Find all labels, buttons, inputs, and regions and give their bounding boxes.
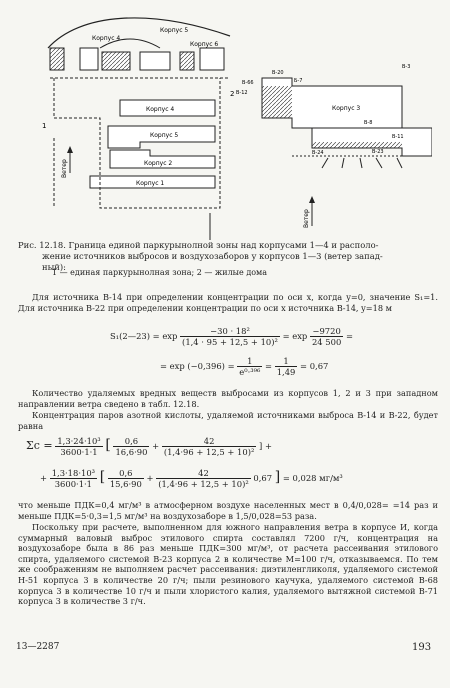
- label-b7: Б-7: [294, 78, 303, 84]
- label-corpus4-top: Корпус 4: [92, 35, 121, 42]
- formula2-a-num: 0,6: [113, 436, 149, 447]
- formula1-num1: −30 · 18²: [180, 326, 280, 337]
- label-b11: В-11: [392, 134, 404, 140]
- formula2-frac-d: [156, 468, 251, 489]
- figure-right: [232, 58, 432, 233]
- formula1-line2-lhs: = exp (−0,396) =: [160, 361, 235, 371]
- paragraph-1: Для источника В-14 при определении концентрации по оси x, когда y=0, значение S₁=1. Для источника В-22 при определении концентрации по оси x источника В-14, y=18 м: [18, 292, 438, 313]
- label-corpus5-top: Корпус 5: [160, 27, 189, 34]
- formula2-plus: +: [152, 441, 160, 451]
- formula2-b-num: 42: [162, 436, 257, 447]
- formula2-d-num: 42: [156, 468, 251, 479]
- figure-legend: 1 — единая паркурынолная зона; 2 — жилые дома: [52, 268, 268, 277]
- formula-1-line2: [160, 356, 328, 377]
- label-corpus6-top: Корпус 6: [190, 41, 219, 48]
- label-num2: 2: [230, 90, 235, 98]
- paragraph-5: Поскольку при расчете, выполненном для южного направления ветра в корпусе И, когда суммарный валовый выброс этилового спирта составлял 7200 г/ч, концентрация на воздухозаборе была в 86 раз меньше ПДК=300 мг/м³, от расчета рассеивания этилового спирта, удаляемого системой В-23 корпуса 2 в количестве М=100 г/ч, отказываемся. По тем же соображениям не выполняем расчет рассеивания: диэтиленгликоля, удаляемого системой Н-51 корпуса 3 в количестве 20 г/ч; пыли резинового каучука, удаляемого системой В-68 корпуса 3 в количестве 10 г/ч и пыли хлористого калия, удаляемого вытяжной системой В-71 корпуса 3 в количестве 3 г/ч.: [18, 522, 438, 607]
- label-b66: В-66: [242, 80, 254, 86]
- label-b23: В-23: [372, 149, 384, 155]
- formula1-den3: e⁰·³⁹⁶: [239, 367, 261, 377]
- label-b3: В-3: [402, 64, 411, 70]
- formula1-lhs: S₁(2—23) = exp: [110, 331, 178, 341]
- formula-1-line1: [110, 326, 353, 347]
- label-b8: В-8: [364, 120, 373, 126]
- caption-line-3: ный):: [42, 262, 66, 272]
- label-corpus5: Корпус 5: [150, 132, 179, 139]
- top-block-2: [80, 48, 98, 70]
- formula2-frac-a: [113, 436, 149, 457]
- paragraph-4: что меньше ПДК=0,4 мг/м³ в атмосферном воздухе населенных мест в 0,4/0,028= =14 раз и меньше ПДК=5·0,3=1,5 мг/м³ на воздухозаборе в 1,5/0,028=53 раза.: [18, 500, 438, 521]
- formula1-mid: = exp: [282, 331, 308, 341]
- formula2-coef-num: 1,3·24·10³: [57, 436, 101, 446]
- formula1-num2: −9720: [310, 326, 343, 337]
- emission-arrows: [322, 158, 402, 168]
- formula1-num3: 1: [237, 356, 262, 367]
- formula2-c-num: 0,6: [108, 468, 144, 479]
- label-corpus4: Корпус 4: [146, 106, 175, 113]
- formula2-coef-den: 3600·1·1: [60, 447, 98, 457]
- formula2-c-den: 15,6·90: [109, 479, 142, 489]
- top-block-6: [200, 48, 224, 70]
- caption-line-1: Рис. 12.18. Граница единой паркурынолной зоны над корпусами 1—4 и располо-: [18, 240, 379, 250]
- label-wind-right: Ветер: [303, 209, 310, 228]
- label-b12: В-12: [236, 90, 248, 96]
- formula2-coef2: [50, 468, 97, 489]
- formula2-coef1: [55, 436, 102, 457]
- formula2-result: = 0,028 мг/м³: [282, 473, 343, 483]
- formula1-den2: 24 500: [311, 337, 342, 347]
- formula1-den4: 1,49: [276, 367, 296, 377]
- formula1-eq: =: [345, 331, 353, 341]
- top-block-4: [140, 52, 170, 70]
- signature-mark: 13—2287: [16, 642, 60, 652]
- label-num1: 1: [42, 122, 47, 130]
- formula-2-line2: + $\frac{\text{1,3·18·10³}}{3600\cdot 1\cdot 1}$ [ $\frac{0,6}{15,6\cdot 90}$ + $\frac{42}{\text{(1,4·96 + 12,5 + 10)²}}$ 0,67 ] = 0,028 мг/м³: [40, 468, 343, 489]
- formula1-eq3: =: [265, 361, 273, 371]
- formula2-b-den: (1,4·96 + 12,5 + 10)²: [163, 447, 255, 457]
- formula1-result: = 0,67: [300, 361, 329, 371]
- label-corpus1: Корпус 1: [136, 180, 165, 187]
- formula2-a-den: 16,6·90: [115, 447, 148, 457]
- paragraph-3: Концентрация паров азотной кислоты, удаляемой источниками выброса В-14 и В-22, будет равна: [18, 410, 438, 431]
- label-wind-left: Ветер: [61, 159, 68, 178]
- formula1-frac3: [237, 356, 262, 377]
- figure-left: [40, 8, 240, 243]
- caption-line-2: жение источников выбросов и воздухозаборов у корпусов 1—3 (ветер запад-: [42, 251, 383, 261]
- page-number: 193: [412, 642, 432, 653]
- formula2-d-den: (1,4·96 + 12,5 + 10)²: [158, 479, 249, 489]
- paragraph-2: Количество удаляемых вредных веществ выбросами из корпусов 1, 2 и 3 при западном направлении ветра сведено в табл. 12.18.: [18, 388, 438, 409]
- formula1-frac2: [310, 326, 343, 347]
- formula2-tail: ] +: [259, 441, 272, 451]
- formula2-sum: Σc =: [26, 439, 53, 452]
- formula1-num4: 1: [275, 356, 298, 367]
- formula2-frac-c: [108, 468, 144, 489]
- formula1-frac1: [180, 326, 280, 347]
- label-b20: В-20: [272, 70, 284, 76]
- formula2-frac-b: [162, 436, 257, 457]
- formula2-mult: 0,67: [253, 473, 273, 483]
- label-corpus3: Корпус 3: [332, 105, 361, 112]
- formula-2-line1: Σc = $\frac{\text{1,3·24·10³}}{3600\cdot 1\cdot 1}$ [ $\frac{0,6}{16,6\cdot 90}$ + $\frac{42}{\text{(1,4·96 + 12,5 + 10)²}}$ ] +: [26, 436, 272, 457]
- formula1-den1: (1,4 · 95 + 12,5 + 10)²: [182, 337, 278, 347]
- label-b24: В-24: [312, 150, 324, 156]
- label-corpus2: Корпус 2: [144, 160, 173, 167]
- formula2-coef2-num: 1,3·18·10³: [51, 468, 96, 478]
- formula1-frac4: [275, 356, 298, 377]
- formula2-coef2-den: 3600·1·1: [54, 479, 93, 489]
